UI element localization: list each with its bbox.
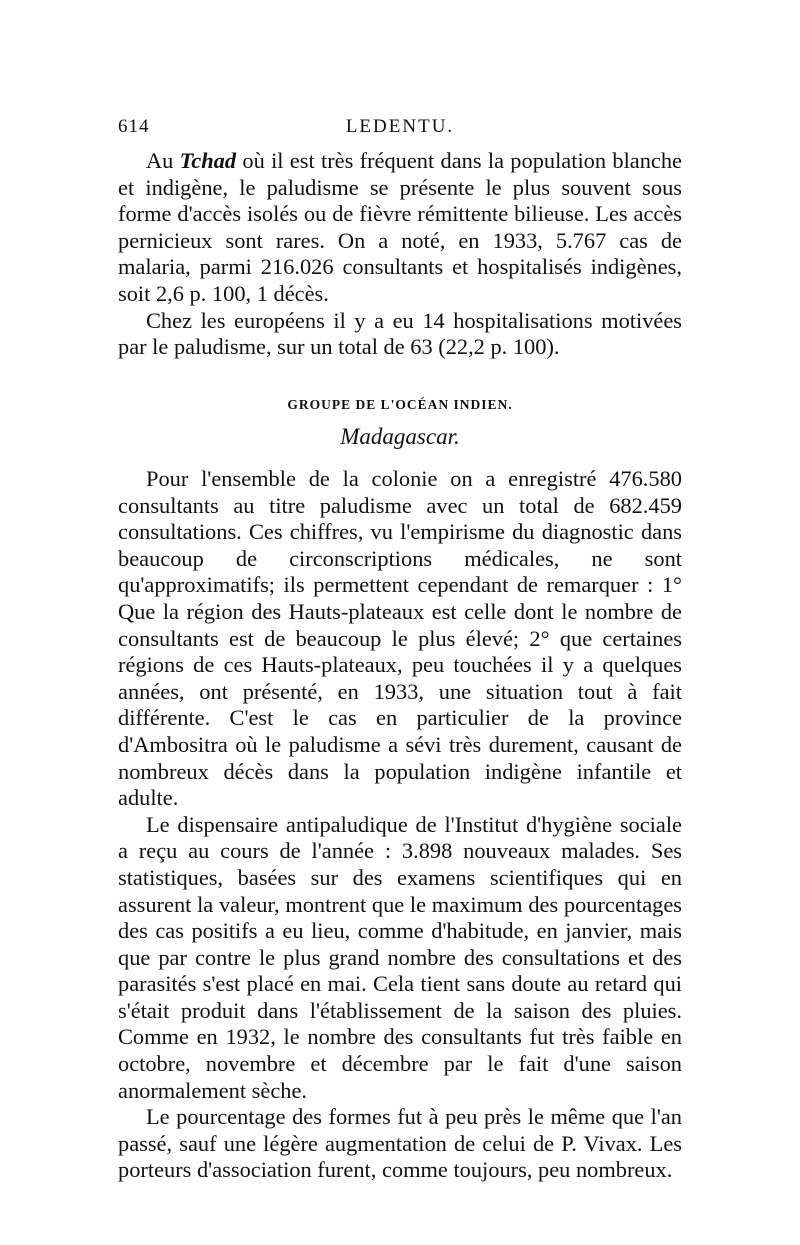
running-head <box>118 116 682 140</box>
paragraph-colony-total: Pour l'ensemble de la colonie on a enregistré 476.580 consultants au titre paludisme avec un total de 682.459 consultations. Ces chiffres, vu l'empirisme du diagnostic dans beaucoup de circonscriptions médicales, ne sont qu'approximatifs; ils permettent cependant de remarquer : 1° Que la région des Hauts-plateaux est celle dont le nombre de consultants est de beaucoup le plus élevé; 2° que certaines régions de ces Hauts-plateaux, peu touchées il y a quelques années, ont présenté, en 1933, une situation tout à fait différente. C'est le cas en particulier de la province d'Ambositra où le paludisme a sévi très durement, causant de nombreux décès dans la population indigène infantile et adulte. <box>118 466 682 811</box>
page-number: 614 <box>118 116 150 137</box>
paragraph-dispensary: Le dispensaire antipaludique de l'Institut d'hygiène sociale a reçu au cours de l'année : 3.898 nouveaux malades. Ses statistiques, basées sur des examens scientifiques qui en assurent la valeur, montrent que le maximum des pourcentages des cas positifs a eu lieu, comme d'habitude, en janvier, mais que par contre le plus grand nombre des consultations et des parasités s'est placé en mai. Cela tient sans doute au retard qui s'était produit dans l'établissement de la saison des pluies. Comme en 1932, le nombre des consultants fut très faible en octobre, novembre et décembre par le fait d'une saison anormalement sèche. <box>118 811 682 1103</box>
subheading-madagascar: Madagascar. <box>340 424 460 449</box>
section-heading: GROUPE DE L'OCÉAN INDIEN. <box>287 397 513 412</box>
paragraph-europeans: Chez les européens il y a eu 14 hospitalisations motivées par le paludisme, sur un total de 63 (22,2 p. 100). <box>118 307 682 360</box>
paragraph-text: où il est très fréquent dans la population blanche et indigène, le paludisme se présente le plus souvent sous forme d'accès isolés ou de fièvre rémittente bilieuse. Les accès pernicieux sont rares. On a noté, en 1933, 5.767 cas de malaria, parmi 216.026 consultants et hospitalisés indigènes, soit 2,6 p. 100, 1 décès. <box>118 148 682 306</box>
paragraph-percentage: Le pourcentage des formes fut à peu près le même que l'an passé, sauf une légère augmentation de celui de P. Vivax. Les porteurs d'association furent, comme toujours, peu nombreux. <box>118 1104 682 1183</box>
running-title: LEDENTU. <box>345 116 455 137</box>
place-name-tchad: Tchad <box>179 148 237 173</box>
paragraph-lead: Au <box>146 148 180 173</box>
text-block-madagascar <box>118 466 682 1184</box>
paragraph-tchad-malaria <box>118 148 682 308</box>
text-block-tchad <box>118 148 682 361</box>
